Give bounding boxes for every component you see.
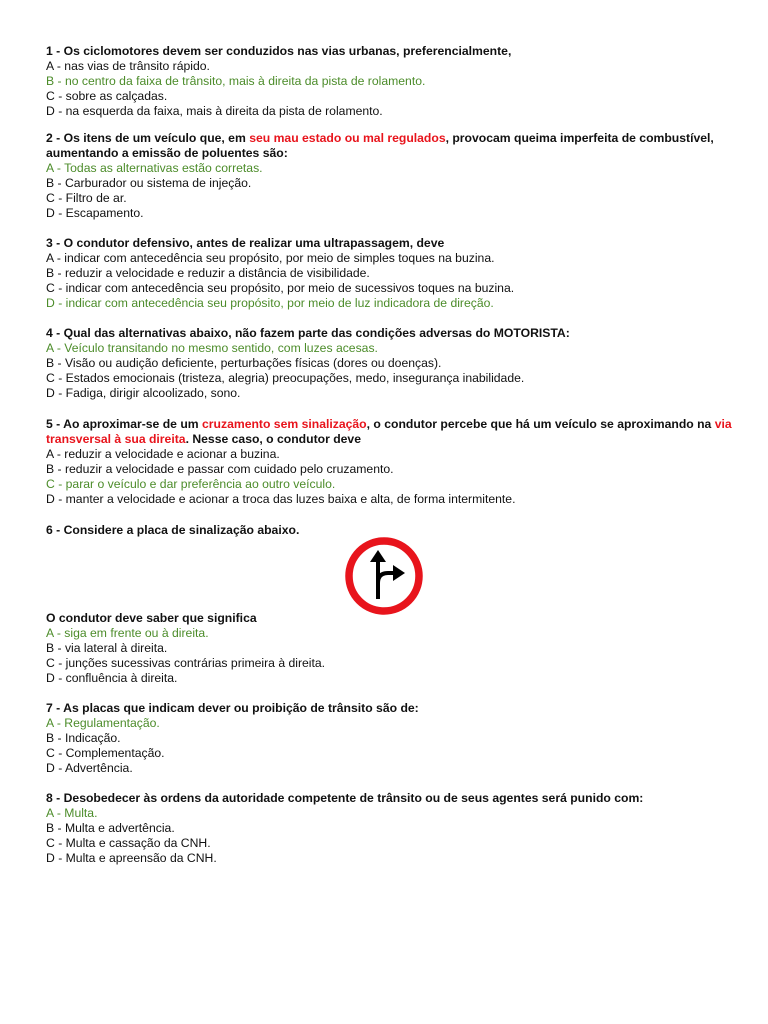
highlighted-text: via transversal à sua direita	[46, 417, 732, 446]
answer-option: B - reduzir a velocidade e reduzir a distância de visibilidade.	[46, 266, 370, 280]
answer-option-correct: A - Regulamentação.	[46, 716, 160, 730]
answer-option: C - Estados emocionais (tristeza, alegria) preocupações, medo, insegurança inabilidade.	[46, 371, 525, 385]
question-text: , provocam queima imperfeita de combustível, aumentando a emissão de poluentes são:	[46, 131, 714, 160]
straight-or-right-sign-icon	[345, 537, 423, 615]
answer-option: D - Advertência.	[46, 761, 133, 775]
question-title	[46, 791, 746, 806]
question-text: - Ao aproximar-se de um	[52, 417, 203, 431]
question-text: . Nesse caso, o condutor deve	[185, 432, 361, 446]
question-text: - Desobedecer às ordens da autoridade competente de trânsito ou de seus agentes será punido com:	[52, 791, 644, 805]
answer-option-correct: A - Veículo transitando no mesmo sentido, com luzes acesas.	[46, 341, 378, 355]
answer-option: C - junções sucessivas contrárias primeira à direita.	[46, 656, 326, 670]
question-number: 2	[46, 131, 53, 145]
answer-option: B - Visão ou audição deficiente, perturbações físicas (dores ou doenças).	[46, 356, 442, 370]
question-title	[46, 131, 746, 161]
answer-option: D - na esquerda da faixa, mais à direita da pista de rolamento.	[46, 104, 383, 118]
answer-option-correct: A - Todas as alternativas estão corretas.	[46, 161, 263, 175]
answer-option: A - nas vias de trânsito rápido.	[46, 59, 210, 73]
question-4	[46, 326, 746, 401]
question-number: 5	[46, 417, 53, 431]
answer-option-correct: A - siga em frente ou à direita.	[46, 626, 209, 640]
question-3	[46, 236, 746, 311]
answer-option-correct: A - Multa.	[46, 806, 98, 820]
question-number: 8	[46, 791, 53, 805]
answer-option: D - manter a velocidade e acionar a troca das luzes baixa e alta, de forma intermitente.	[46, 492, 516, 506]
question-6-prompt	[46, 611, 746, 686]
answer-option: C - sobre as calçadas.	[46, 89, 168, 103]
answer-option: B - via lateral à direita.	[46, 641, 168, 655]
question-title	[46, 523, 746, 538]
question-number: 4	[46, 326, 53, 340]
question-text: - Considere a placa de sinalização abaixo.	[52, 523, 300, 537]
question-title	[46, 326, 746, 341]
answer-option: D - Fadiga, dirigir alcoolizado, sono.	[46, 386, 241, 400]
question-6	[46, 523, 746, 538]
answer-option: D - Escapamento.	[46, 206, 144, 220]
answer-option: C - Complementação.	[46, 746, 165, 760]
answer-option-correct: B - no centro da faixa de trânsito, mais à direita da pista de rolamento.	[46, 74, 426, 88]
answer-option: A - indicar com antecedência seu propósito, por meio de simples toques na buzina.	[46, 251, 495, 265]
question-8	[46, 791, 746, 866]
question-1	[46, 44, 746, 119]
question-7	[46, 701, 746, 776]
answer-option: C - Multa e cassação da CNH.	[46, 836, 211, 850]
question-title	[46, 417, 746, 447]
answer-option: B - Indicação.	[46, 731, 121, 745]
highlighted-text: cruzamento sem sinalização	[202, 417, 367, 431]
question-text: - Os itens de um veículo que, em	[52, 131, 250, 145]
answer-option-correct: D - indicar com antecedência seu propósito, por meio de luz indicadora de direção.	[46, 296, 494, 310]
answer-option-correct: C - parar o veículo e dar preferência ao outro veículo.	[46, 477, 336, 491]
question-text: , o condutor percebe que há um veículo se aproximando na	[366, 417, 715, 431]
answer-option: B - reduzir a velocidade e passar com cuidado pelo cruzamento.	[46, 462, 394, 476]
answer-option: C - indicar com antecedência seu propósito, por meio de sucessivos toques na buzina.	[46, 281, 515, 295]
question-2	[46, 131, 746, 221]
answer-option: C - Filtro de ar.	[46, 191, 127, 205]
answer-option: A - reduzir a velocidade e acionar a buzina.	[46, 447, 280, 461]
question-number: 7	[46, 701, 53, 715]
answer-option: D - confluência à direita.	[46, 671, 178, 685]
question-title	[46, 44, 746, 59]
question-title	[46, 701, 746, 716]
question-text: - O condutor defensivo, antes de realizar uma ultrapassagem, deve	[52, 236, 445, 250]
question-title	[46, 236, 746, 251]
question-number: 3	[46, 236, 53, 250]
question-text: - As placas que indicam dever ou proibição de trânsito são de:	[52, 701, 419, 715]
question-number: 6	[46, 523, 53, 537]
question-number: 1	[46, 44, 53, 58]
question-text: - Os ciclomotores devem ser conduzidos nas vias urbanas, preferencialmente,	[52, 44, 512, 58]
question-text: O condutor deve saber que significa	[46, 611, 257, 625]
answer-option: D - Multa e apreensão da CNH.	[46, 851, 217, 865]
answer-option: B - Multa e advertência.	[46, 821, 175, 835]
highlighted-text: seu mau estado ou mal regulados	[249, 131, 446, 145]
answer-option: B - Carburador ou sistema de injeção.	[46, 176, 252, 190]
question-5	[46, 417, 746, 507]
question-text: - Qual das alternativas abaixo, não fazem parte das condições adversas do MOTORISTA:	[52, 326, 570, 340]
